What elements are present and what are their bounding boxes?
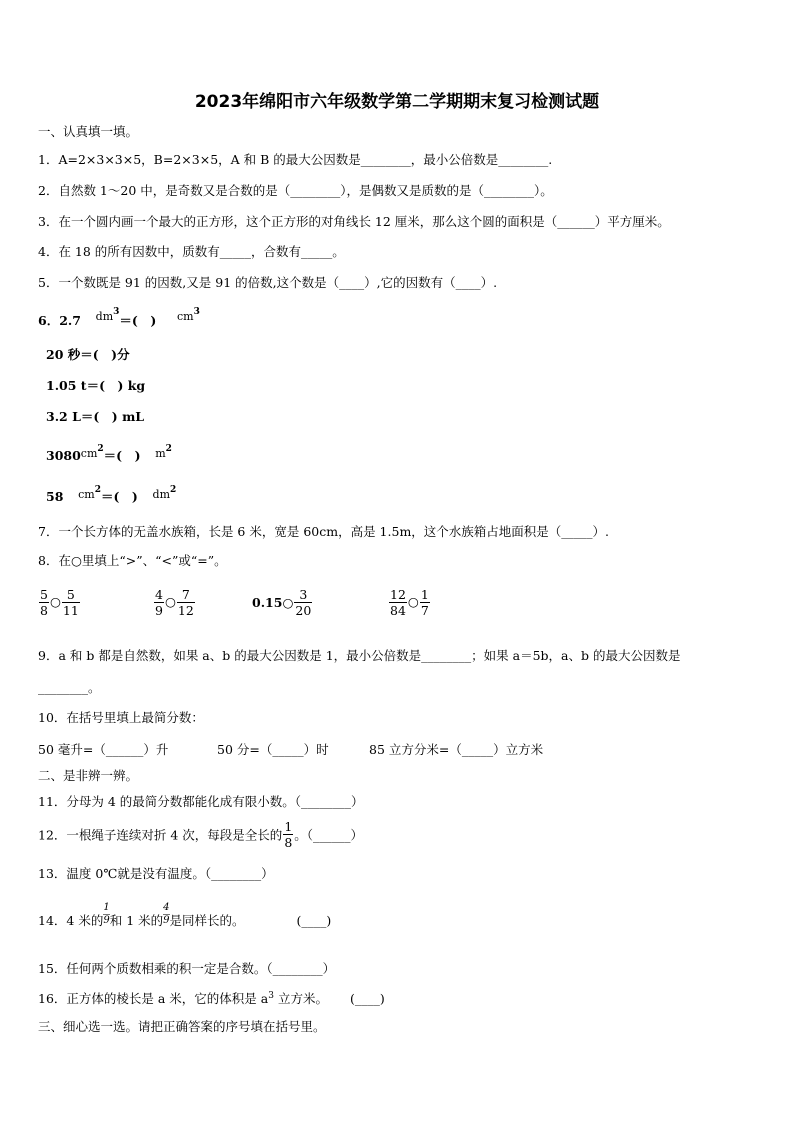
fraction: $\frac{3}{20}$ [295,587,312,619]
q10-part-b: 50 分=（_____）时 [217,742,329,757]
section-heading-true-false: 二、是非辨一辨。 [38,768,139,783]
question-5: 5．一个数既是 91 的因数,又是 91 的倍数,这个数是（____）,它的因数有（____）. [38,275,498,290]
question-6b: 20 秒＝( )分 [46,347,130,362]
q8-pair-3 [252,588,313,617]
q12-text: 12．一根绳子连续对折 4 次，每段是全长的 [38,827,283,843]
q6f-exp: 2 [94,485,101,495]
q14-text-end: 是同样长的。 [169,913,245,928]
q6-unit-cm: cm [176,310,194,323]
fraction: $\frac{5}{11}$ [62,587,79,619]
question-4: 4．在 18 的所有因数中，质数有_____，合数有_____。 [38,244,345,259]
question-6c: 1.05 t＝( ) kg [46,378,146,393]
q6e-unit-cm: cm [80,447,98,460]
question-6d: 3.2 L＝( ) mL [46,409,145,424]
q6e-equals: ＝( ) [103,448,141,463]
q6f-unit-cm: cm [78,488,95,501]
question-3: 3．在一个圆内画一个最大的正方形，这个正方形的对角线长 12 厘米，那么这个圆的面积是（______）平方厘米。 [38,214,670,229]
decimal-value: 0.15 [252,595,283,611]
compare-circle[interactable]: ○ [49,594,61,610]
question-6a [38,307,200,329]
q10-part-a: 50 毫升=（______）升 [38,742,169,757]
q6e-unit-m: m [155,447,166,460]
question-1: 1．A=2×3×3×5，B=2×3×5，A 和 B 的最大公因数是________，最小公倍数是________. [38,152,553,167]
q16-text-end: 立方米。 [273,991,328,1006]
q6f-value: 58 [46,489,64,504]
q12-blank: 。（______） [294,827,364,843]
fraction: $\frac{12}{84}$ [390,587,406,619]
question-8: 8．在○里填上“>”、“<”或“=”。 [38,553,227,568]
q6-value: 6．2.7 [38,313,81,328]
question-12 [38,820,363,849]
question-10: 10．在括号里填上最简分数： [38,710,204,725]
q6e-exp: 2 [97,444,104,454]
question-9-line-1: 9．a 和 b 都是自然数，如果 a、b 的最大公因数是 1，最小公倍数是________；如果 a＝5b，a、b 的最大公因数是 [38,648,681,663]
question-15: 15．任何两个质数相乘的积一定是合数。（________） [38,961,336,976]
q6-equals: ＝( ) [119,313,157,328]
q6f-equals: ＝( ) [100,489,138,504]
q8-pair-2 [153,588,196,617]
fraction: $\frac{4}{9}$ [163,902,170,926]
q16-exp: 3 [268,991,274,1001]
fraction: $\frac{1}{8}$ [284,819,293,851]
q14-text: 14．4 米的 [38,913,104,928]
question-6f [46,487,176,505]
question-11: 11．分母为 4 的最简分数都能化成有限小数。（________） [38,794,364,809]
compare-circle[interactable]: ○ [407,594,419,610]
q16-blank: (____) [349,991,385,1006]
q10-part-c: 85 立方分米=（_____）立方米 [369,742,544,757]
fraction: $\frac{1}{7}$ [420,587,429,619]
fraction: $\frac{1}{9}$ [103,902,110,926]
q6-exp-2: 3 [193,307,200,317]
q6f-unit-dm: dm [152,488,171,501]
q16-text: 16．正方体的棱长是 a 米，它的体积是 a [38,991,269,1006]
question-2: 2．自然数 1～20 中，是奇数又是合数的是（________），是偶数又是质数的是（________）。 [38,183,553,198]
q8-pair-4 [388,588,431,617]
section-heading-multiple-choice: 三、细心选一选。请把正确答案的序号填在括号里。 [38,1019,326,1034]
question-6e [46,446,172,464]
question-14 [38,904,331,929]
compare-circle[interactable]: ○ [282,595,294,611]
fraction: $\frac{4}{9}$ [155,587,163,619]
question-9-line-2: ________。 [38,680,101,695]
question-7: 7．一个长方体的无盖水族箱，长是 6 米，宽是 60cm，高是 1.5m，这个水族箱占地面积是（_____）. [38,524,610,539]
q8-pair-1 [38,588,81,617]
q6-exp: 3 [113,307,120,317]
fraction: $\frac{7}{12}$ [177,587,194,619]
page-title: 2023年绵阳市六年级数学第二学期期末复习检测试题 [194,92,600,112]
question-16 [38,989,385,1007]
q6e-exp-2: 2 [165,444,172,454]
q6f-exp-2: 2 [170,485,177,495]
q14-blank: (____) [296,913,332,928]
compare-circle[interactable]: ○ [164,594,176,610]
q6e-value: 3080 [46,448,81,463]
question-13: 13．温度 0℃就是没有温度。（________） [38,866,274,881]
q14-text-mid: 和 1 米的 [109,913,164,928]
q6-unit-dm: dm [95,310,114,323]
fraction: $\frac{5}{8}$ [40,587,48,619]
section-heading-fill-in: 一、认真填一填。 [38,124,139,139]
